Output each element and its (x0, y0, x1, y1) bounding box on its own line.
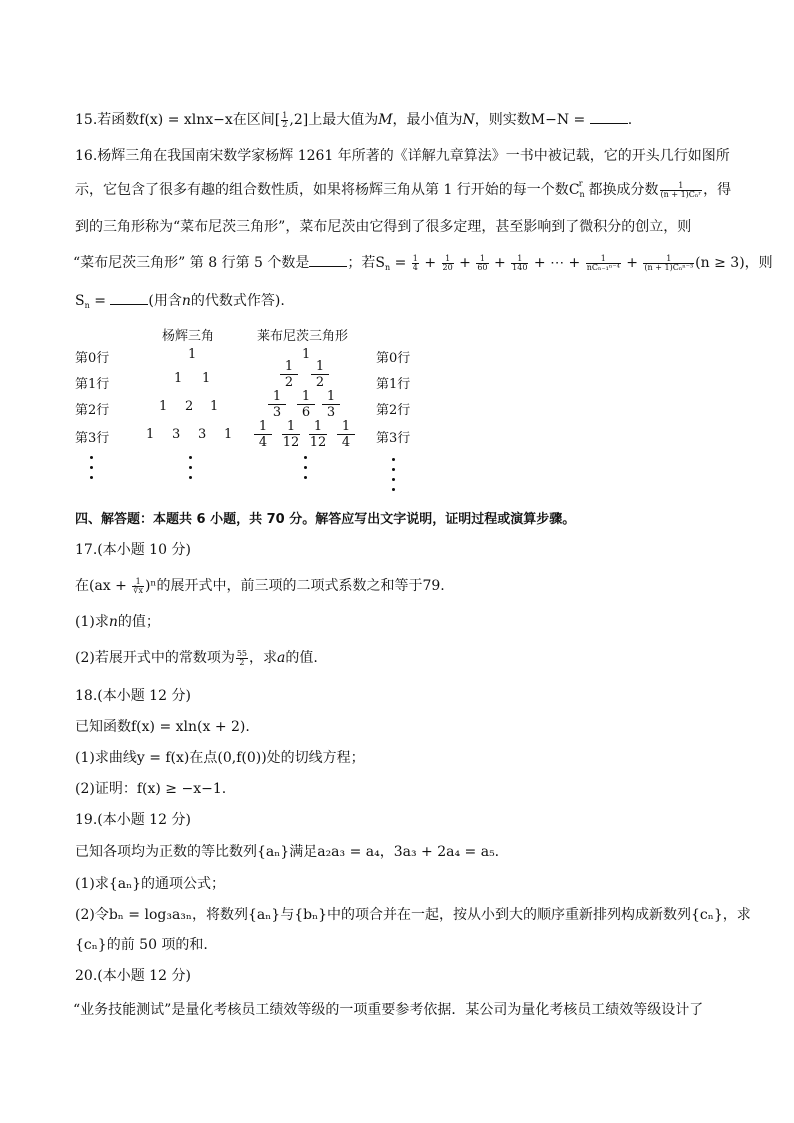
q18-line1: 已知函数f(x) = xln(x + 2). (75, 719, 250, 735)
left-row-0: 第0行 (75, 351, 110, 366)
lb-2-2: 1 3 (322, 390, 340, 419)
q15-end: . (627, 112, 633, 128)
q17-line3: (2)若展开式中的常数项为 $\frac{55}{2}$ ，求a的值. (75, 648, 318, 667)
q15-prefix: 15.若函数f(x) = xlnx−x在区间[ (75, 112, 281, 128)
yh-3-1: 3 (172, 427, 181, 442)
q16-s-f6: $\frac{1}{\text{(n + 1)Cₙⁿ⁻³}}$ (644, 253, 694, 272)
q15-mid: ,2]上最大值为 (289, 112, 379, 128)
q15-line (75, 109, 632, 130)
dots-left-2 (90, 466, 93, 469)
q19-head: 19.(本小题 12 分) (75, 812, 191, 828)
yh-2-1: 2 (185, 399, 194, 414)
dots-yh-2 (189, 466, 192, 469)
right-row-1: 第1行 (376, 377, 411, 392)
q16-blank2 (110, 290, 148, 305)
q16-l4a: “菜布尼茨三角形” 第 8 行第 5 个数是 (73, 255, 310, 271)
dots-left-1 (90, 456, 93, 459)
q16-line5: $S_n$ = (用含n的代数式作答). (75, 290, 285, 316)
left-row-1: 第1行 (75, 377, 110, 392)
lb-1-0: 1 2 (280, 360, 298, 389)
yh-3-0: 1 (146, 427, 155, 442)
dots-lb-1 (304, 456, 307, 459)
yh-1-0: 1 (174, 371, 183, 386)
q15-t1: ，最小值为 (392, 112, 463, 128)
q17-line1: 在(ax + $\frac{1}{∛x}$ )ⁿ的展开式中，前三项的二项式系数之和等于79. (75, 576, 445, 595)
q16-s-f2: $\frac{1}{20}$ (442, 253, 453, 272)
left-row-3: 第3行 (75, 431, 110, 446)
yanghui-title: 杨辉三角 (162, 329, 215, 344)
q16-l2b: C (568, 182, 580, 198)
q16-l2c: 都换成分数 (588, 182, 659, 198)
q16-fraction (660, 182, 703, 199)
yh-0-0: 1 (188, 347, 197, 362)
lb-0-0: 1 (302, 347, 311, 362)
q16-f-den: (n + 1)Cₙʳ (660, 189, 702, 199)
q16-l4c: = (390, 255, 411, 271)
q16-l2d: ，得 (703, 182, 732, 198)
q15-frac-num: 1 (282, 110, 288, 120)
left-row-2: 第2行 (75, 403, 110, 418)
q17-line2: (1)求n的值； (75, 614, 160, 630)
q16-line3: 到的三角形称为“菜布尼茨三角形”，菜布尼茨由它得到了很多定理，甚至影响到了微积分的创立，则 (75, 219, 692, 235)
lb-2-0: 1 3 (268, 390, 286, 419)
right-row-2: 第2行 (376, 403, 411, 418)
q19-line2: (1)求{aₙ}的通项公式； (75, 876, 226, 892)
q16-line1: 16.杨辉三角在我国南宋数学家杨辉 1261 年所著的《详解九章算法》一书中被记载，它的开头几行如图所 (75, 148, 730, 164)
q16-s-f1: $\frac{1}{4}$ (412, 253, 418, 272)
q20-head: 20.(本小题 12 分) (75, 968, 191, 984)
dots-yh-1 (189, 456, 192, 459)
leibniz-title: 莱布尼茨三角形 (257, 329, 349, 344)
q19-line3: (2)令bₙ = log₃a₃ₙ，将数列{aₙ}与{bₙ}中的项合并在一起，按从小到大的顺序重新排列构成新数列{cₙ}，求 (75, 907, 751, 923)
q16-line2: 示，它包含了很多有趣的组合数性质，如果将杨辉三角从第 1 行开始的每一个数$C_n^r$ 都换成分数 $\frac{1}{\text{(n + 1)Cₙʳ}}$ ，得 (75, 179, 732, 199)
q18-line2: (1)求曲线y = f(x)在点(0,f(0))处的切线方程； (75, 750, 365, 766)
dots-right-1 (392, 458, 395, 461)
q15-n: N (462, 112, 475, 128)
q16-l4b: ；若S (347, 255, 385, 271)
lb-3-1: 1 12 (282, 419, 300, 450)
yh-2-0: 1 (159, 399, 168, 414)
dots-right-2 (392, 468, 395, 471)
yh-3-3: 1 (224, 427, 233, 442)
q18-line3: (2)证明：f(x) ≥ −x−1. (75, 781, 227, 797)
q17-frac2: $\frac{55}{2}$ (236, 648, 248, 667)
q16-s-f3: $\frac{1}{60}$ (477, 253, 488, 272)
lb-1-1: 1 2 (311, 360, 329, 389)
yh-3-2: 3 (198, 427, 207, 442)
q17-head: 17.(本小题 10 分) (75, 542, 191, 558)
dots-left-3 (90, 476, 93, 479)
dots-right-4 (392, 488, 395, 491)
q16-l4i: (n ≥ 3)，则 (695, 255, 773, 271)
q16-s-f4: $\frac{1}{140}$ (512, 253, 528, 272)
q15-frac-den: 2 (282, 119, 288, 129)
lb-2-1: 1 6 (297, 390, 315, 419)
q19-line1: 已知各项均为正数的等比数列{aₙ}满足a₂a₃ = a₄，3a₃ + 2a₄ = a₅. (75, 844, 500, 860)
lb-3-0: 1 4 (254, 420, 272, 449)
q20-line1: “业务技能测试”是量化考核员工绩效等级的一项重要参考依据．某公司为量化考核员工绩效等级设计了 (73, 1002, 704, 1018)
q15-m: M (378, 112, 393, 128)
q18-head: 18.(本小题 12 分) (75, 688, 191, 704)
q15-fraction (281, 112, 288, 129)
q17-frac: $\frac{1}{∛x}$ (133, 576, 143, 595)
yh-1-1: 1 (202, 371, 211, 386)
q16-line4: “菜布尼茨三角形” 第 8 行第 5 个数是 ；若$S_n$ = $\frac{1}{4}$ + $\frac{1}{20}$ + $\frac{1}{60}$ + $\frac{1}{140}$ + ⋯ + $\frac{1}{\text{nCₙ₋₁ⁿ⁻⁴}}$ + $\frac{1}{\text{(n + 1)Cₙⁿ⁻³}}$ (n ≥ 3)，则 (73, 253, 773, 272)
q15-answer-blank (590, 109, 628, 124)
dots-right-3 (392, 478, 395, 481)
q16-l2a: 示，它包含了很多有趣的组合数性质，如果将杨辉三角从第 1 行开始的每一个数 (75, 182, 569, 198)
lb-3-2: 1 12 (309, 419, 327, 450)
right-row-3: 第3行 (376, 431, 411, 446)
q16-f-num: 1 (660, 182, 703, 191)
dots-lb-3 (304, 476, 307, 479)
dots-lb-2 (304, 466, 307, 469)
yh-2-2: 1 (210, 399, 219, 414)
q19-line4: {cₙ}的前 50 项的和. (75, 937, 208, 953)
dots-yh-3 (189, 476, 192, 479)
section-4-heading: 四、解答题：本题共 6 小题，共 70 分。解答应写出文字说明，证明过程或演算步骤。 (75, 512, 576, 527)
q16-blank1 (309, 252, 347, 267)
right-row-0: 第0行 (376, 351, 411, 366)
q15-t2: ，则实数M−N = (474, 112, 586, 128)
lb-3-3: 1 4 (337, 420, 355, 449)
q16-s-f5: $\frac{1}{\text{nCₙ₋₁ⁿ⁻⁴}}$ (586, 253, 620, 272)
